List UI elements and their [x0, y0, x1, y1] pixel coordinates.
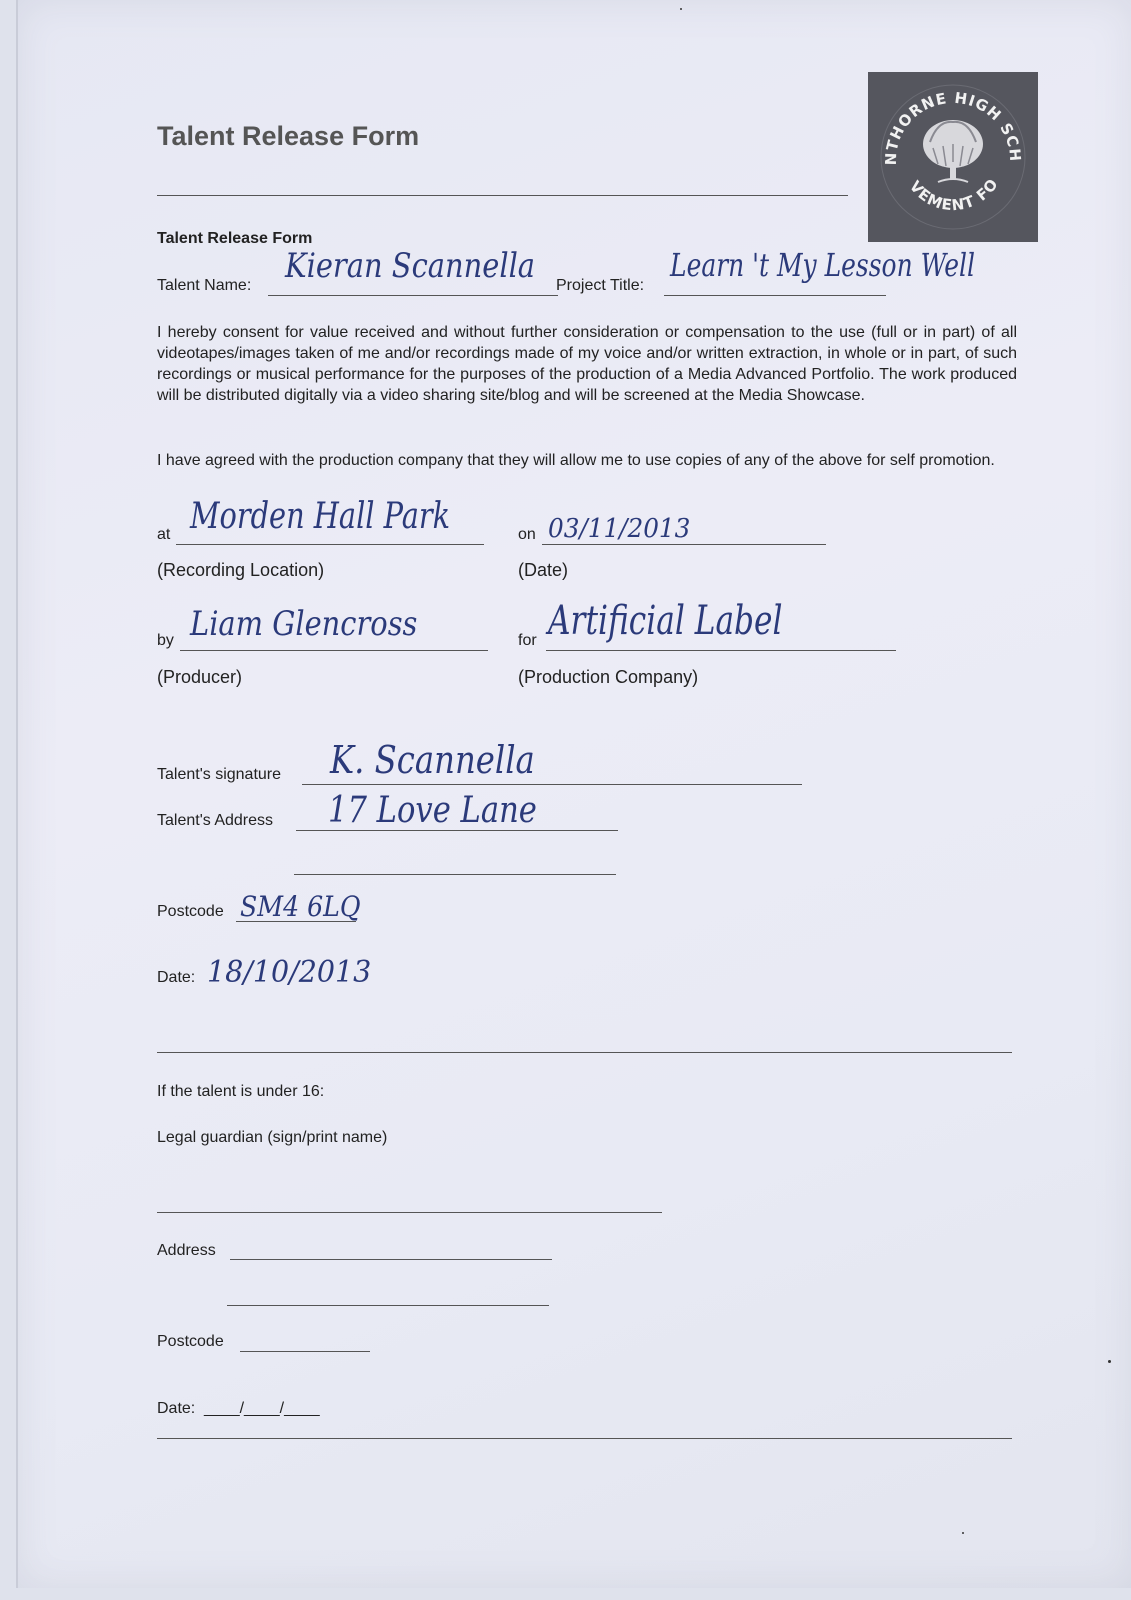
- paper-speck: [962, 1532, 964, 1534]
- producer-line: [180, 650, 488, 651]
- guardian-label: Legal guardian (sign/print name): [157, 1129, 388, 1146]
- postcode-label: Postcode: [157, 903, 224, 920]
- producer-handwriting: Liam Glencross: [190, 604, 418, 644]
- date-handwriting: 03/11/2013: [548, 514, 691, 544]
- company-handwriting: Artificial Label: [548, 598, 783, 644]
- guardian-signature-line: [157, 1212, 662, 1213]
- paper-speck: [680, 8, 682, 10]
- signed-date-label: Date:: [157, 969, 196, 986]
- section-divider: [157, 1052, 1012, 1053]
- company-caption: (Production Company): [518, 667, 699, 687]
- talent-name-handwriting: Kieran Scannella: [285, 246, 536, 286]
- agreement-paragraph: I have agreed with the production company that they will allow me to use copies of any of the above for self promotion.: [157, 452, 995, 469]
- address-handwriting: 17 Love Lane: [328, 790, 537, 831]
- title-rule: [157, 195, 848, 196]
- logo-top-text: NTHORNE HIGH SCH: [881, 88, 1025, 166]
- on-label: on: [518, 526, 536, 543]
- date-line: [542, 544, 826, 545]
- signature-line: [302, 784, 802, 785]
- guardian-address-line-2: [227, 1305, 549, 1306]
- paper-speck: [1108, 1360, 1111, 1363]
- logo-bottom-text: VEMENT FO: [905, 174, 1003, 215]
- guardian-address-label: Address: [157, 1242, 216, 1259]
- by-label: by: [157, 632, 174, 649]
- date-caption: (Date): [518, 560, 569, 580]
- address-label: Talent's Address: [157, 812, 274, 829]
- consent-paragraph: I hereby consent for value received and without further consideration or compensation to the use (full or in part) of all videotapes/images taken of me and/or recordings made of my voice and/or written extraction, in whole or in part, of such recordings or musical performance for the purposes of the production of a Media Advanced Portfolio. The work produced will be distributed digitally via a video sharing site/blog and will be screened at the Media Showcase.: [157, 324, 1017, 404]
- signature-label: Talent's signature: [157, 766, 282, 783]
- school-logo: [868, 72, 1038, 242]
- project-title-label: Project Title:: [556, 277, 645, 294]
- address-line-2: [294, 874, 616, 875]
- bottom-rule: [157, 1438, 1012, 1439]
- signed-date-handwriting: 18/10/2013: [207, 955, 372, 990]
- form-subtitle: Talent Release Form: [157, 230, 313, 247]
- under16-label: If the talent is under 16:: [157, 1083, 325, 1100]
- tree-icon: [923, 120, 983, 182]
- location-handwriting: Morden Hall Park: [190, 496, 451, 537]
- at-label: at: [157, 526, 171, 543]
- page-title: Talent Release Form: [157, 121, 420, 151]
- guardian-postcode-label: Postcode: [157, 1333, 224, 1350]
- guardian-date-blank: ____/____/____: [204, 1400, 320, 1417]
- talent-name-line: [268, 295, 558, 296]
- signature-handwriting: K. Scannella: [330, 738, 535, 782]
- talent-name-label: Talent Name:: [157, 277, 252, 294]
- for-label: for: [518, 632, 537, 649]
- guardian-postcode-line: [240, 1351, 370, 1352]
- company-line: [546, 650, 896, 651]
- producer-caption: (Producer): [157, 667, 243, 687]
- location-line: [176, 544, 484, 545]
- project-title-handwriting: Learn 't My Lesson Well: [670, 246, 975, 284]
- guardian-date-label: Date:: [157, 1400, 196, 1417]
- location-caption: (Recording Location): [157, 560, 325, 580]
- project-title-line: [664, 295, 886, 296]
- school-crest: [868, 72, 1038, 242]
- guardian-address-line-1: [230, 1259, 552, 1260]
- postcode-handwriting: SM4 6LQ: [240, 890, 361, 923]
